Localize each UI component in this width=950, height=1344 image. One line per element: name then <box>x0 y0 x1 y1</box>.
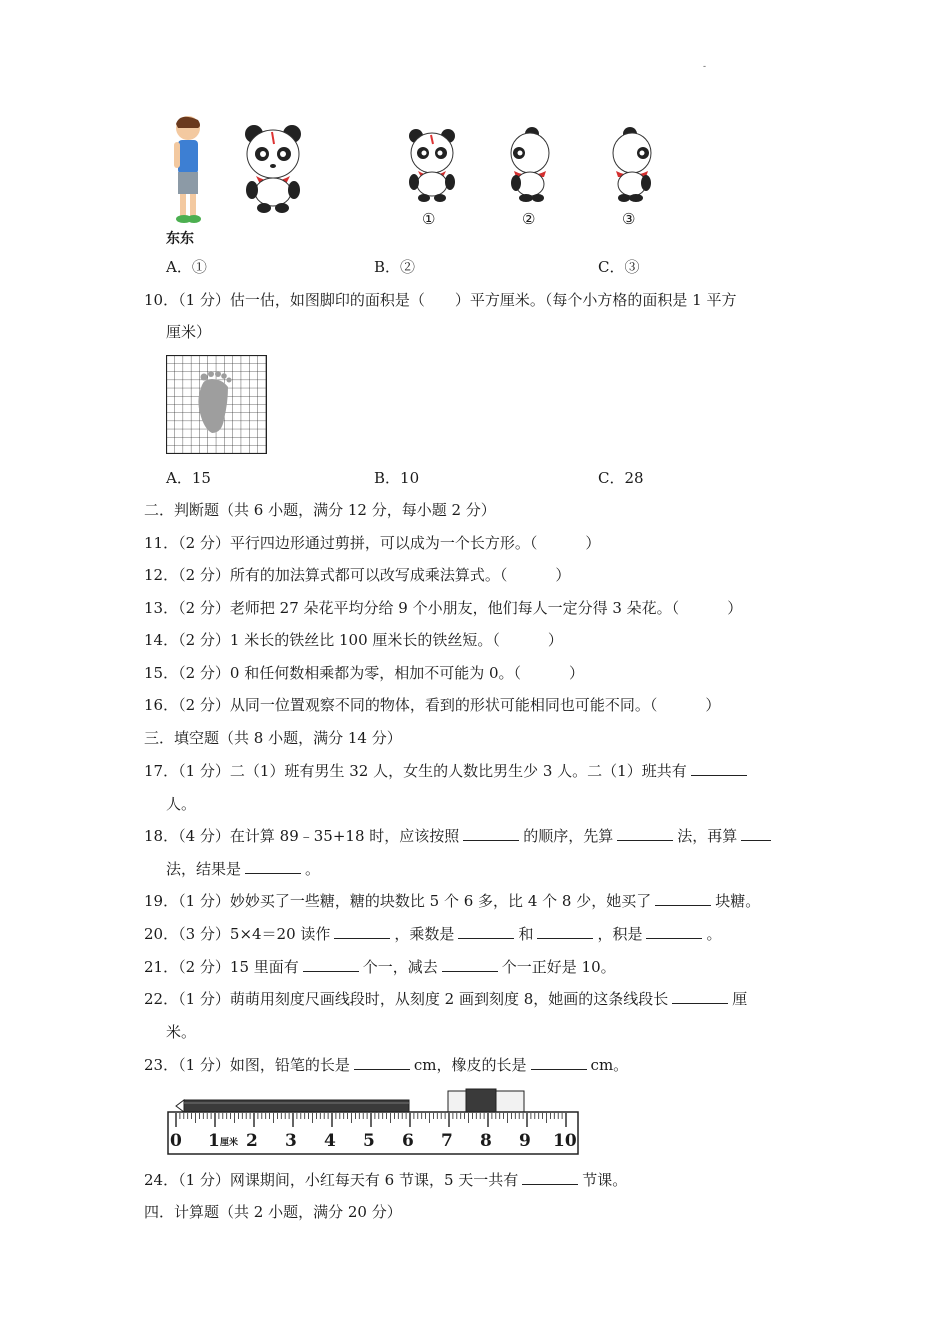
q15-text: 15．（2 分）0 和任何数相乘都为零，相加不可能为 0。（ <box>144 664 522 682</box>
q9-figure <box>160 112 680 248</box>
q10-option-b[interactable]: B．10 <box>374 469 420 487</box>
q18-blank-4[interactable] <box>245 859 301 874</box>
q20-blank-1[interactable] <box>334 924 390 939</box>
ruler-number-2: 2 <box>246 1131 258 1151</box>
q24: 24．（1 分）网课期间，小红每天有 6 节课，5 天一共有 节课。 <box>144 1171 628 1189</box>
ruler-number-5: 5 <box>363 1131 375 1151</box>
q10-option-a[interactable]: A．15 <box>166 469 211 487</box>
ruler-unit: 厘米 <box>220 1138 239 1148</box>
q18-cont: 法，结果是 。 <box>166 860 321 878</box>
q13-text: 13．（2 分）老师把 27 朵花平均分给 9 个小朋友，他们每人一定分得 3 朵花。（ <box>144 599 680 617</box>
q19-blank[interactable] <box>655 891 711 906</box>
section-4-heading: 四．计算题（共 2 小题，满分 20 分） <box>144 1203 402 1221</box>
view-label-3: ③ <box>622 210 636 228</box>
q20: 20．（3 分）5×4＝20 读作 ，乘数是 和 ，积是 。 <box>144 925 722 943</box>
q16: 16．（2 分）从同一位置观察不同的物体，看到的形状可能相同也可能不同。（ ） <box>144 696 721 714</box>
q14: 14．（2 分）1 米长的铁丝比 100 厘米长的铁丝短。（ ） <box>144 631 563 649</box>
q11: 11．（2 分）平行四边形通过剪拼，可以成为一个长方形。（ ） <box>144 534 601 552</box>
q21-blank-2[interactable] <box>442 957 498 972</box>
q15: 15．（2 分）0 和任何数相乘都为零，相加不可能为 0。（ ） <box>144 664 585 682</box>
q10-option-c[interactable]: C．28 <box>598 469 644 487</box>
panda-view-3 <box>608 126 656 204</box>
ruler-number-0: 0 <box>170 1131 182 1151</box>
q12-text: 12．（2 分）所有的加法算式都可以改写成乘法算式。（ <box>144 566 508 584</box>
section-3-heading: 三．填空题（共 8 小题，满分 14 分） <box>144 729 402 747</box>
ruler-number-3: 3 <box>285 1131 297 1151</box>
panda-front-large <box>242 122 304 214</box>
q22: 22．（1 分）萌萌用刻度尺画线段时，从刻度 2 画到刻度 8，她画的这条线段长 厘 <box>144 990 748 1008</box>
ruler-number-row <box>166 1131 582 1153</box>
q9-option-b[interactable]: B．② <box>374 258 416 276</box>
q18: 18．（4 分）在计算 89﹣35+18 时，应该按照 的顺序，先算 法，再算 <box>144 826 775 846</box>
q9-option-c[interactable]: C．③ <box>598 258 640 276</box>
q18-blank-3[interactable] <box>741 826 771 841</box>
panda-view-1 <box>406 126 458 204</box>
q21-blank-1[interactable] <box>303 957 359 972</box>
q20-blank-2[interactable] <box>458 924 514 939</box>
q13: 13．（2 分）老师把 27 朵花平均分给 9 个小朋友，他们每人一定分得 3 朵花。（ ） <box>144 599 743 617</box>
q12: 12．（2 分）所有的加法算式都可以改写成乘法算式。（ ） <box>144 566 571 584</box>
ruler-number-8: 8 <box>480 1131 492 1151</box>
panda-view-2 <box>506 126 554 204</box>
boy-figure <box>164 114 210 226</box>
ruler-number-6: 6 <box>402 1131 414 1151</box>
q10-text-cont: 厘米） <box>166 323 212 341</box>
q18-blank-1[interactable] <box>463 826 519 841</box>
q17-cont: 人。 <box>166 795 197 813</box>
q20-blank-4[interactable] <box>646 924 702 939</box>
q17-blank[interactable] <box>691 761 747 776</box>
ruler-number-10: 10 <box>553 1131 577 1151</box>
q21: 21．（2 分）15 里面有 个一，减去 个一正好是 10。 <box>144 958 616 976</box>
q22-cont: 米。 <box>166 1023 197 1041</box>
page-mark: - <box>703 62 707 72</box>
q17: 17．（1 分）二（1）班有男生 32 人，女生的人数比男生少 3 人。二（1）班共有 <box>144 761 751 781</box>
ruler-number-7: 7 <box>441 1131 453 1151</box>
q10-text: 10．（1 分）估一估，如图脚印的面积是（ ）平方厘米。（每个小方格的面积是 1 平方 <box>144 291 737 309</box>
q18-blank-2[interactable] <box>617 826 673 841</box>
q22-blank[interactable] <box>672 989 728 1004</box>
q24-blank[interactable] <box>522 1170 578 1185</box>
ruler-number-1: 1 <box>208 1131 220 1151</box>
q23-blank-2[interactable] <box>531 1055 587 1070</box>
q20-blank-3[interactable] <box>537 924 593 939</box>
ruler-number-9: 9 <box>519 1131 531 1151</box>
ruler-number-4: 4 <box>324 1131 336 1151</box>
q9-option-a[interactable]: A．① <box>166 258 207 276</box>
view-label-2: ② <box>522 210 536 228</box>
q23: 23．（1 分）如图，铅笔的长是 cm，橡皮的长是 cm。 <box>144 1056 629 1074</box>
q16-text: 16．（2 分）从同一位置观察不同的物体，看到的形状可能相同也可能不同。（ <box>144 696 658 714</box>
section-2-heading: 二．判断题（共 6 小题，满分 12 分，每小题 2 分） <box>144 501 496 519</box>
view-label-1: ① <box>422 210 436 228</box>
q23-blank-1[interactable] <box>354 1055 410 1070</box>
q19: 19．（1 分）妙妙买了一些糖，糖的块数比 5 个 6 多，比 4 个 8 少，她买了 块糖。 <box>144 892 761 910</box>
q14-text: 14．（2 分）1 米长的铁丝比 100 厘米长的铁丝短。（ <box>144 631 500 649</box>
ruler-figure <box>166 1087 582 1157</box>
footprint-grid <box>166 355 267 454</box>
q11-text: 11．（2 分）平行四边形通过剪拼，可以成为一个长方形。（ <box>144 534 538 552</box>
person-label: 东东 <box>166 231 194 247</box>
